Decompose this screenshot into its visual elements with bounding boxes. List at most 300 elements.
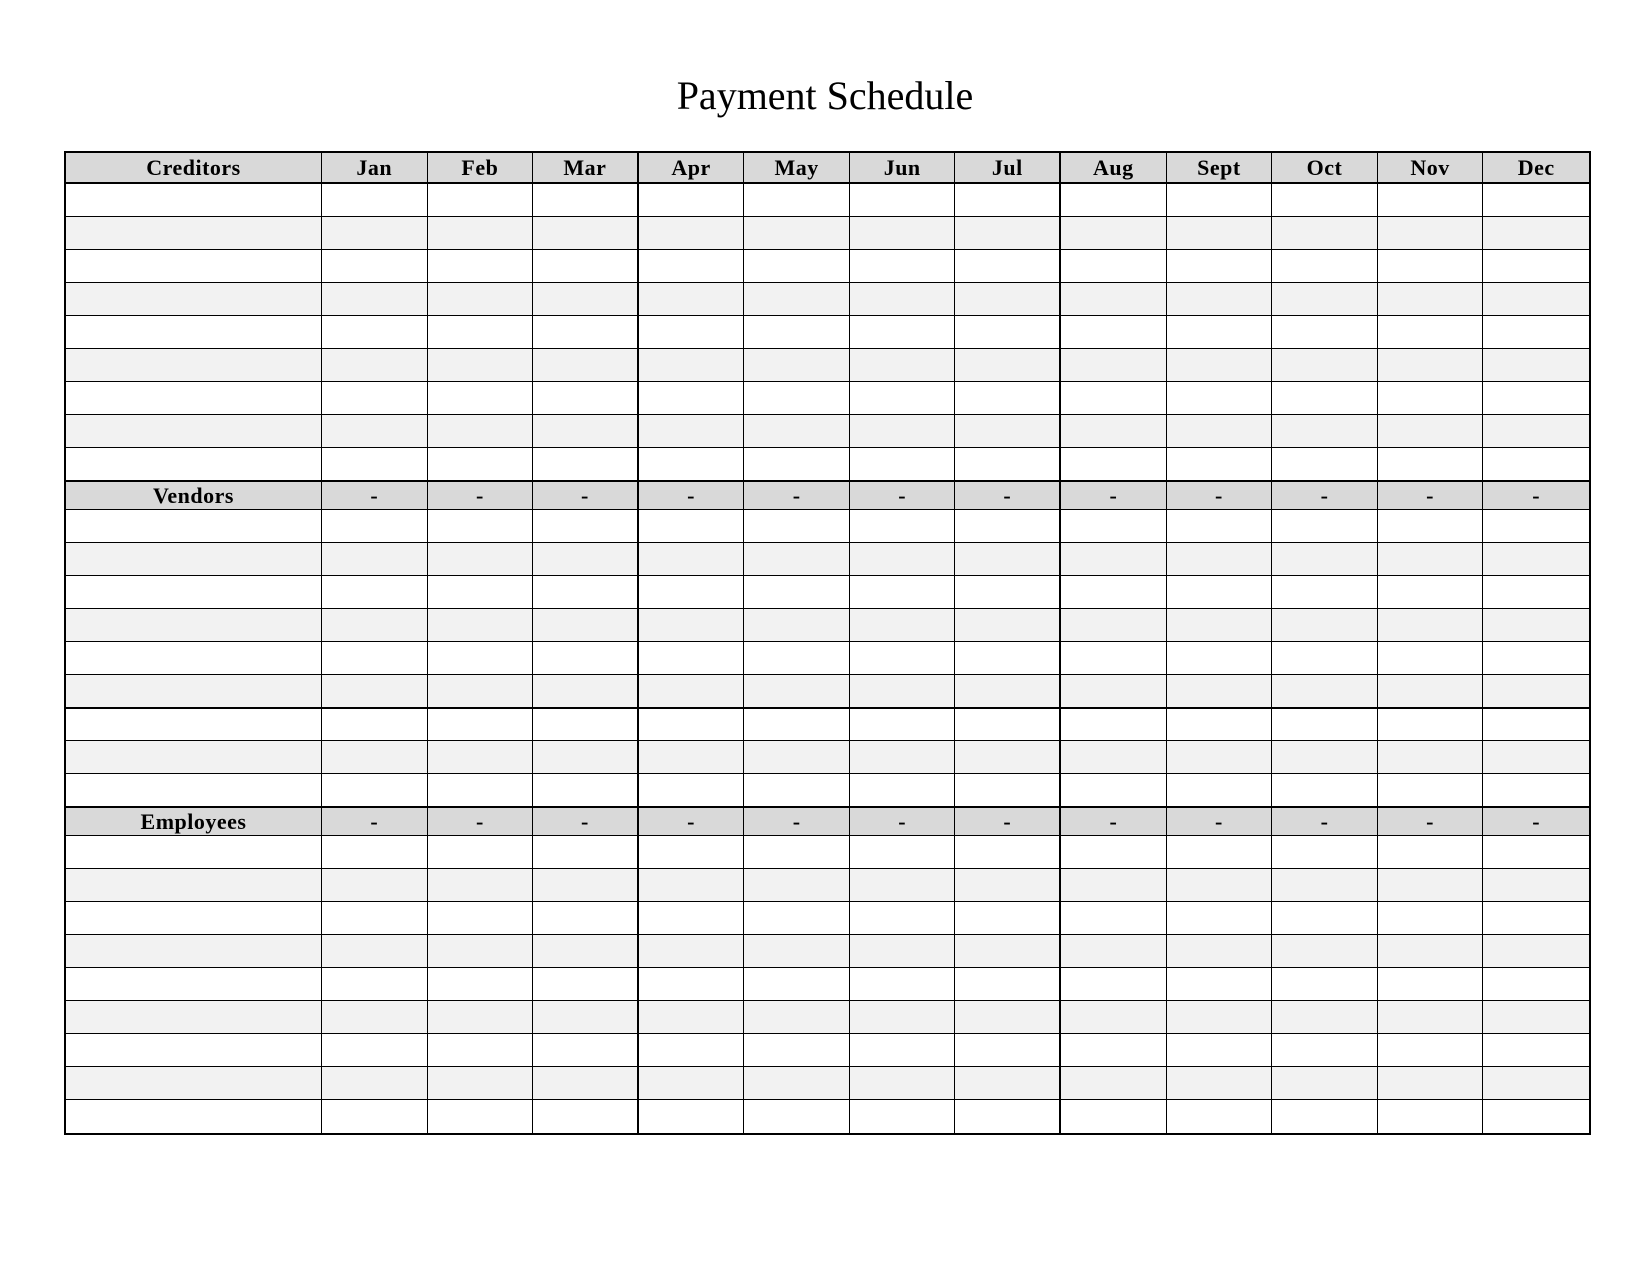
- month-cell[interactable]: [955, 250, 1061, 282]
- month-cell[interactable]: [744, 543, 850, 575]
- month-cell[interactable]: [1378, 968, 1484, 1000]
- month-cell[interactable]: [428, 869, 534, 901]
- month-cell[interactable]: [533, 415, 639, 447]
- month-cell[interactable]: [1378, 935, 1484, 967]
- month-cell[interactable]: [533, 1001, 639, 1033]
- month-cell[interactable]: [1378, 448, 1484, 480]
- month-cell[interactable]: [1483, 448, 1589, 480]
- month-cell[interactable]: [744, 316, 850, 348]
- month-cell[interactable]: [1167, 609, 1273, 641]
- month-cell[interactable]: [428, 675, 534, 707]
- month-cell[interactable]: [1167, 349, 1273, 381]
- month-cell[interactable]: [1061, 935, 1167, 967]
- month-cell[interactable]: [1378, 609, 1484, 641]
- month-cell[interactable]: [639, 349, 745, 381]
- month-cell[interactable]: [533, 283, 639, 315]
- month-cell[interactable]: [955, 283, 1061, 315]
- month-cell[interactable]: [1167, 448, 1273, 480]
- month-cell[interactable]: [639, 774, 745, 806]
- month-cell[interactable]: [533, 968, 639, 1000]
- month-cell[interactable]: [322, 576, 428, 608]
- creditor-cell[interactable]: [66, 869, 322, 901]
- month-cell[interactable]: [744, 869, 850, 901]
- month-cell[interactable]: [428, 1067, 534, 1099]
- month-cell[interactable]: [1061, 448, 1167, 480]
- month-cell[interactable]: [744, 184, 850, 216]
- month-cell[interactable]: [428, 382, 534, 414]
- month-cell[interactable]: [850, 968, 956, 1000]
- month-cell[interactable]: [1378, 836, 1484, 868]
- month-cell[interactable]: [955, 1034, 1061, 1066]
- month-cell[interactable]: [533, 869, 639, 901]
- creditor-cell[interactable]: [66, 1100, 322, 1133]
- month-cell[interactable]: [322, 1067, 428, 1099]
- month-cell[interactable]: [1061, 741, 1167, 773]
- month-cell[interactable]: [322, 709, 428, 740]
- month-cell[interactable]: [1378, 1001, 1484, 1033]
- creditor-cell[interactable]: [66, 1067, 322, 1099]
- month-cell[interactable]: [322, 869, 428, 901]
- month-cell[interactable]: [1483, 741, 1589, 773]
- month-cell[interactable]: [1167, 902, 1273, 934]
- month-cell[interactable]: [1272, 968, 1378, 1000]
- month-cell[interactable]: [1272, 510, 1378, 542]
- month-cell[interactable]: [1378, 642, 1484, 674]
- month-cell[interactable]: [639, 1067, 745, 1099]
- month-cell[interactable]: [1167, 675, 1273, 707]
- month-cell[interactable]: [639, 217, 745, 249]
- month-cell[interactable]: [639, 709, 745, 740]
- month-cell[interactable]: [428, 543, 534, 575]
- month-cell[interactable]: [1483, 774, 1589, 806]
- month-cell[interactable]: [1061, 1034, 1167, 1066]
- month-cell[interactable]: [850, 836, 956, 868]
- month-cell[interactable]: [639, 902, 745, 934]
- creditor-cell[interactable]: [66, 902, 322, 934]
- month-cell[interactable]: [533, 510, 639, 542]
- month-cell[interactable]: [1167, 510, 1273, 542]
- month-cell[interactable]: [744, 1100, 850, 1133]
- month-cell[interactable]: [1167, 382, 1273, 414]
- month-cell[interactable]: [1378, 869, 1484, 901]
- month-cell[interactable]: [744, 1034, 850, 1066]
- month-cell[interactable]: [1378, 1067, 1484, 1099]
- month-cell[interactable]: [1167, 576, 1273, 608]
- month-cell[interactable]: [639, 415, 745, 447]
- month-cell[interactable]: [322, 184, 428, 216]
- month-cell[interactable]: [639, 642, 745, 674]
- month-cell[interactable]: [1272, 869, 1378, 901]
- month-cell[interactable]: [1272, 543, 1378, 575]
- month-cell[interactable]: [1272, 741, 1378, 773]
- month-cell[interactable]: [850, 675, 956, 707]
- month-cell[interactable]: [744, 741, 850, 773]
- month-cell[interactable]: [955, 316, 1061, 348]
- month-cell[interactable]: [639, 510, 745, 542]
- month-cell[interactable]: [955, 184, 1061, 216]
- creditor-cell[interactable]: [66, 1034, 322, 1066]
- creditor-cell[interactable]: [66, 217, 322, 249]
- month-cell[interactable]: [1061, 576, 1167, 608]
- month-cell[interactable]: [850, 576, 956, 608]
- month-cell[interactable]: [850, 902, 956, 934]
- month-cell[interactable]: [1378, 217, 1484, 249]
- month-cell[interactable]: [322, 217, 428, 249]
- month-cell[interactable]: [428, 250, 534, 282]
- month-cell[interactable]: [1483, 283, 1589, 315]
- month-cell[interactable]: [322, 510, 428, 542]
- month-cell[interactable]: [744, 576, 850, 608]
- month-cell[interactable]: [744, 415, 850, 447]
- month-cell[interactable]: [955, 415, 1061, 447]
- month-cell[interactable]: [1483, 250, 1589, 282]
- month-cell[interactable]: [1272, 349, 1378, 381]
- month-cell[interactable]: [1061, 415, 1167, 447]
- month-cell[interactable]: [850, 250, 956, 282]
- month-cell[interactable]: [322, 675, 428, 707]
- month-cell[interactable]: [1483, 316, 1589, 348]
- month-cell[interactable]: [1272, 576, 1378, 608]
- month-cell[interactable]: [744, 217, 850, 249]
- month-cell[interactable]: [955, 902, 1061, 934]
- creditor-cell[interactable]: [66, 935, 322, 967]
- month-cell[interactable]: [322, 448, 428, 480]
- month-cell[interactable]: [1061, 184, 1167, 216]
- month-cell[interactable]: [1483, 935, 1589, 967]
- month-cell[interactable]: [1167, 1100, 1273, 1133]
- month-cell[interactable]: [639, 283, 745, 315]
- month-cell[interactable]: [1378, 283, 1484, 315]
- month-cell[interactable]: [1167, 1034, 1273, 1066]
- month-cell[interactable]: [533, 609, 639, 641]
- month-cell[interactable]: [322, 316, 428, 348]
- month-cell[interactable]: [1272, 1001, 1378, 1033]
- creditor-cell[interactable]: [66, 250, 322, 282]
- month-cell[interactable]: [322, 382, 428, 414]
- month-cell[interactable]: [428, 609, 534, 641]
- month-cell[interactable]: [1483, 543, 1589, 575]
- month-cell[interactable]: [955, 609, 1061, 641]
- month-cell[interactable]: [639, 1001, 745, 1033]
- month-cell[interactable]: [1061, 1067, 1167, 1099]
- month-cell[interactable]: [1272, 415, 1378, 447]
- month-cell[interactable]: [428, 642, 534, 674]
- month-cell[interactable]: [1167, 642, 1273, 674]
- month-cell[interactable]: [639, 543, 745, 575]
- month-cell[interactable]: [1167, 415, 1273, 447]
- month-cell[interactable]: [428, 283, 534, 315]
- month-cell[interactable]: [850, 609, 956, 641]
- month-cell[interactable]: [1378, 1100, 1484, 1133]
- month-cell[interactable]: [1272, 902, 1378, 934]
- month-cell[interactable]: [533, 250, 639, 282]
- month-cell[interactable]: [1272, 709, 1378, 740]
- month-cell[interactable]: [428, 448, 534, 480]
- month-cell[interactable]: [533, 448, 639, 480]
- month-cell[interactable]: [850, 741, 956, 773]
- month-cell[interactable]: [1061, 382, 1167, 414]
- month-cell[interactable]: [322, 250, 428, 282]
- month-cell[interactable]: [955, 709, 1061, 740]
- creditor-cell[interactable]: [66, 543, 322, 575]
- month-cell[interactable]: [322, 968, 428, 1000]
- month-cell[interactable]: [1167, 184, 1273, 216]
- month-cell[interactable]: [428, 184, 534, 216]
- creditor-cell[interactable]: [66, 448, 322, 480]
- month-cell[interactable]: [533, 741, 639, 773]
- month-cell[interactable]: [850, 415, 956, 447]
- month-cell[interactable]: [428, 316, 534, 348]
- creditor-cell[interactable]: [66, 741, 322, 773]
- month-cell[interactable]: [955, 382, 1061, 414]
- month-cell[interactable]: [533, 576, 639, 608]
- month-cell[interactable]: [850, 709, 956, 740]
- creditor-cell[interactable]: [66, 184, 322, 216]
- creditor-cell[interactable]: [66, 510, 322, 542]
- month-cell[interactable]: [533, 382, 639, 414]
- month-cell[interactable]: [1483, 510, 1589, 542]
- month-cell[interactable]: [533, 1100, 639, 1133]
- month-cell[interactable]: [533, 1034, 639, 1066]
- month-cell[interactable]: [639, 1034, 745, 1066]
- month-cell[interactable]: [322, 415, 428, 447]
- creditor-cell[interactable]: [66, 774, 322, 806]
- month-cell[interactable]: [850, 935, 956, 967]
- month-cell[interactable]: [428, 349, 534, 381]
- month-cell[interactable]: [1272, 935, 1378, 967]
- month-cell[interactable]: [322, 1034, 428, 1066]
- month-cell[interactable]: [639, 448, 745, 480]
- month-cell[interactable]: [428, 1034, 534, 1066]
- creditor-cell[interactable]: [66, 675, 322, 707]
- month-cell[interactable]: [744, 283, 850, 315]
- month-cell[interactable]: [1272, 1067, 1378, 1099]
- month-cell[interactable]: [428, 902, 534, 934]
- month-cell[interactable]: [533, 836, 639, 868]
- month-cell[interactable]: [533, 709, 639, 740]
- month-cell[interactable]: [1167, 543, 1273, 575]
- month-cell[interactable]: [955, 576, 1061, 608]
- month-cell[interactable]: [955, 774, 1061, 806]
- month-cell[interactable]: [1378, 774, 1484, 806]
- month-cell[interactable]: [955, 836, 1061, 868]
- month-cell[interactable]: [744, 935, 850, 967]
- month-cell[interactable]: [1167, 250, 1273, 282]
- month-cell[interactable]: [1378, 741, 1484, 773]
- month-cell[interactable]: [1061, 709, 1167, 740]
- month-cell[interactable]: [1378, 349, 1484, 381]
- month-cell[interactable]: [955, 968, 1061, 1000]
- month-cell[interactable]: [850, 642, 956, 674]
- month-cell[interactable]: [533, 935, 639, 967]
- month-cell[interactable]: [1483, 1001, 1589, 1033]
- month-cell[interactable]: [1272, 250, 1378, 282]
- month-cell[interactable]: [1378, 709, 1484, 740]
- month-cell[interactable]: [744, 1001, 850, 1033]
- month-cell[interactable]: [744, 709, 850, 740]
- creditor-cell[interactable]: [66, 709, 322, 740]
- month-cell[interactable]: [1378, 543, 1484, 575]
- month-cell[interactable]: [1378, 510, 1484, 542]
- month-cell[interactable]: [1483, 1067, 1589, 1099]
- month-cell[interactable]: [533, 217, 639, 249]
- month-cell[interactable]: [850, 349, 956, 381]
- month-cell[interactable]: [1483, 642, 1589, 674]
- creditor-cell[interactable]: [66, 609, 322, 641]
- month-cell[interactable]: [1272, 642, 1378, 674]
- month-cell[interactable]: [1167, 836, 1273, 868]
- month-cell[interactable]: [955, 1067, 1061, 1099]
- month-cell[interactable]: [639, 869, 745, 901]
- month-cell[interactable]: [1272, 836, 1378, 868]
- month-cell[interactable]: [428, 510, 534, 542]
- month-cell[interactable]: [1061, 283, 1167, 315]
- month-cell[interactable]: [1378, 382, 1484, 414]
- month-cell[interactable]: [850, 184, 956, 216]
- month-cell[interactable]: [955, 741, 1061, 773]
- month-cell[interactable]: [1378, 184, 1484, 216]
- month-cell[interactable]: [533, 1067, 639, 1099]
- month-cell[interactable]: [428, 935, 534, 967]
- month-cell[interactable]: [1272, 1034, 1378, 1066]
- month-cell[interactable]: [639, 184, 745, 216]
- month-cell[interactable]: [1167, 968, 1273, 1000]
- month-cell[interactable]: [955, 675, 1061, 707]
- month-cell[interactable]: [1167, 1067, 1273, 1099]
- month-cell[interactable]: [1483, 609, 1589, 641]
- month-cell[interactable]: [955, 1100, 1061, 1133]
- month-cell[interactable]: [1483, 968, 1589, 1000]
- month-cell[interactable]: [1167, 869, 1273, 901]
- month-cell[interactable]: [639, 836, 745, 868]
- month-cell[interactable]: [1061, 250, 1167, 282]
- month-cell[interactable]: [1272, 609, 1378, 641]
- month-cell[interactable]: [322, 283, 428, 315]
- month-cell[interactable]: [1061, 349, 1167, 381]
- month-cell[interactable]: [1061, 543, 1167, 575]
- month-cell[interactable]: [322, 642, 428, 674]
- month-cell[interactable]: [428, 709, 534, 740]
- month-cell[interactable]: [850, 316, 956, 348]
- month-cell[interactable]: [1483, 576, 1589, 608]
- creditor-cell[interactable]: [66, 415, 322, 447]
- month-cell[interactable]: [744, 609, 850, 641]
- month-cell[interactable]: [428, 836, 534, 868]
- month-cell[interactable]: [639, 316, 745, 348]
- month-cell[interactable]: [1483, 217, 1589, 249]
- month-cell[interactable]: [850, 774, 956, 806]
- month-cell[interactable]: [1272, 675, 1378, 707]
- month-cell[interactable]: [1483, 382, 1589, 414]
- month-cell[interactable]: [1483, 836, 1589, 868]
- month-cell[interactable]: [744, 968, 850, 1000]
- month-cell[interactable]: [1378, 902, 1484, 934]
- month-cell[interactable]: [1378, 576, 1484, 608]
- month-cell[interactable]: [1378, 415, 1484, 447]
- month-cell[interactable]: [1167, 217, 1273, 249]
- month-cell[interactable]: [533, 543, 639, 575]
- month-cell[interactable]: [850, 543, 956, 575]
- month-cell[interactable]: [1167, 283, 1273, 315]
- month-cell[interactable]: [850, 1034, 956, 1066]
- month-cell[interactable]: [1272, 316, 1378, 348]
- month-cell[interactable]: [1061, 968, 1167, 1000]
- month-cell[interactable]: [1378, 675, 1484, 707]
- month-cell[interactable]: [533, 642, 639, 674]
- month-cell[interactable]: [850, 1067, 956, 1099]
- month-cell[interactable]: [850, 448, 956, 480]
- month-cell[interactable]: [639, 741, 745, 773]
- month-cell[interactable]: [1483, 415, 1589, 447]
- month-cell[interactable]: [744, 836, 850, 868]
- month-cell[interactable]: [533, 184, 639, 216]
- month-cell[interactable]: [744, 774, 850, 806]
- month-cell[interactable]: [428, 217, 534, 249]
- month-cell[interactable]: [1061, 836, 1167, 868]
- month-cell[interactable]: [1061, 609, 1167, 641]
- month-cell[interactable]: [850, 217, 956, 249]
- month-cell[interactable]: [1272, 283, 1378, 315]
- month-cell[interactable]: [850, 510, 956, 542]
- month-cell[interactable]: [1483, 902, 1589, 934]
- month-cell[interactable]: [639, 1100, 745, 1133]
- creditor-cell[interactable]: [66, 576, 322, 608]
- month-cell[interactable]: [1167, 1001, 1273, 1033]
- month-cell[interactable]: [955, 1001, 1061, 1033]
- month-cell[interactable]: [639, 968, 745, 1000]
- month-cell[interactable]: [1378, 1034, 1484, 1066]
- month-cell[interactable]: [744, 250, 850, 282]
- creditor-cell[interactable]: [66, 642, 322, 674]
- month-cell[interactable]: [1483, 1100, 1589, 1133]
- month-cell[interactable]: [1483, 184, 1589, 216]
- creditor-cell[interactable]: [66, 1001, 322, 1033]
- month-cell[interactable]: [533, 349, 639, 381]
- month-cell[interactable]: [1272, 217, 1378, 249]
- month-cell[interactable]: [1061, 316, 1167, 348]
- month-cell[interactable]: [1272, 1100, 1378, 1133]
- month-cell[interactable]: [1167, 709, 1273, 740]
- month-cell[interactable]: [744, 1067, 850, 1099]
- month-cell[interactable]: [639, 576, 745, 608]
- month-cell[interactable]: [428, 1100, 534, 1133]
- month-cell[interactable]: [428, 774, 534, 806]
- month-cell[interactable]: [322, 935, 428, 967]
- month-cell[interactable]: [322, 836, 428, 868]
- month-cell[interactable]: [744, 642, 850, 674]
- month-cell[interactable]: [428, 576, 534, 608]
- month-cell[interactable]: [744, 675, 850, 707]
- month-cell[interactable]: [955, 510, 1061, 542]
- month-cell[interactable]: [1167, 935, 1273, 967]
- month-cell[interactable]: [1061, 217, 1167, 249]
- month-cell[interactable]: [322, 609, 428, 641]
- month-cell[interactable]: [533, 675, 639, 707]
- month-cell[interactable]: [1272, 184, 1378, 216]
- month-cell[interactable]: [533, 774, 639, 806]
- month-cell[interactable]: [1167, 316, 1273, 348]
- month-cell[interactable]: [744, 448, 850, 480]
- month-cell[interactable]: [744, 510, 850, 542]
- month-cell[interactable]: [850, 283, 956, 315]
- creditor-cell[interactable]: [66, 968, 322, 1000]
- month-cell[interactable]: [639, 935, 745, 967]
- month-cell[interactable]: [428, 968, 534, 1000]
- month-cell[interactable]: [955, 448, 1061, 480]
- month-cell[interactable]: [1061, 1001, 1167, 1033]
- month-cell[interactable]: [1483, 869, 1589, 901]
- month-cell[interactable]: [955, 217, 1061, 249]
